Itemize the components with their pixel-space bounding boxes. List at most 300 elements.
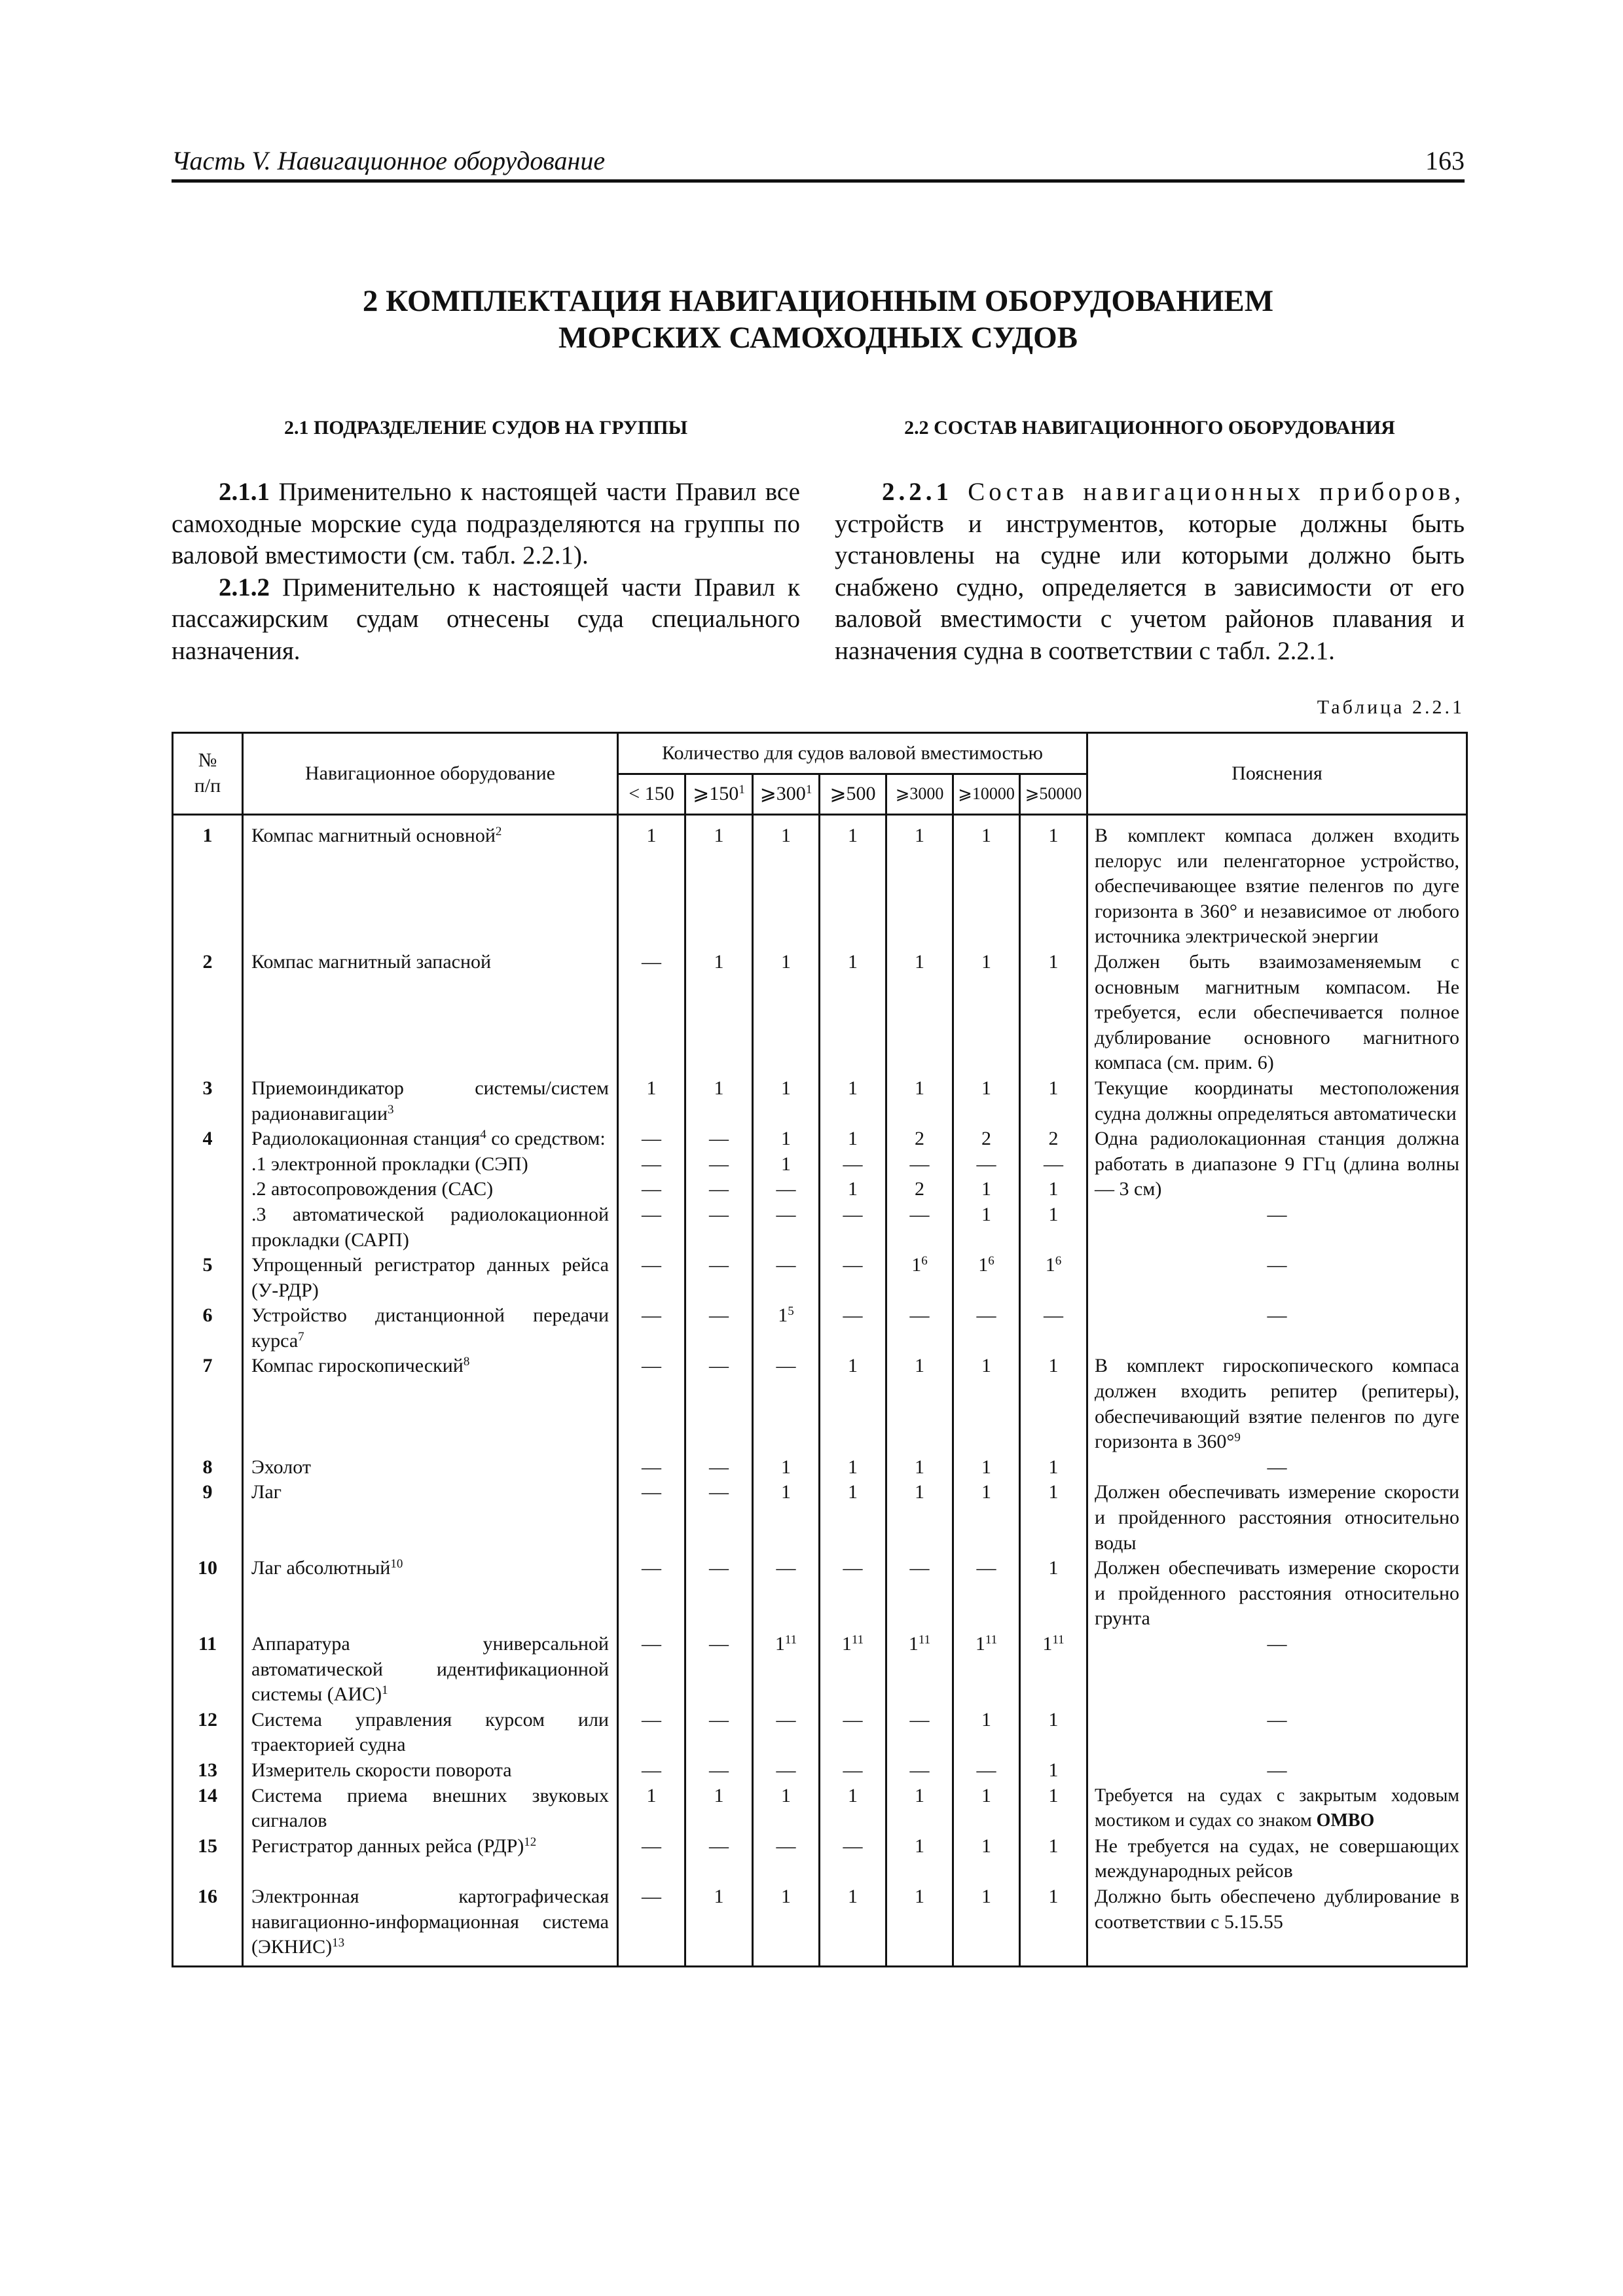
quantity-value: —	[642, 1304, 661, 1327]
quantity-cell	[753, 1784, 820, 1834]
quantity-value: 1	[848, 1128, 858, 1150]
quantity-value: 1	[848, 1355, 858, 1377]
running-header	[172, 145, 1465, 183]
quantity-value: —	[776, 1557, 796, 1579]
note-cell: Должен быть взаимозаменяемым с основным магнитным компасом. Не требуется, если обеспечивается полное дублирование основного магнитного компаса (см. прим. 6)	[1087, 950, 1467, 1076]
quantity-value: —	[909, 1304, 930, 1327]
quantity-cell	[953, 1076, 1020, 1126]
quantity-value: —	[909, 1708, 930, 1731]
header-gt-50000: ⩾50000	[1020, 774, 1087, 815]
quantity-value: 1	[781, 1077, 791, 1099]
quantity-value: —	[709, 1557, 729, 1579]
quantity-value: —	[1044, 1304, 1063, 1327]
row-number: 3	[173, 1076, 243, 1126]
equipment-subitem: .3 автоматической радиолокационной прокладки (САРП)	[251, 1203, 609, 1251]
quantity-cell	[953, 1556, 1020, 1632]
quantity-cell	[753, 1884, 820, 1966]
row-number: 6	[173, 1303, 243, 1354]
quantity-value: —	[709, 1203, 729, 1225]
quantity-value: —	[709, 1254, 729, 1276]
quantity-cell	[685, 1354, 753, 1454]
quantity-cell	[618, 1884, 685, 1966]
quantity-cell	[820, 1834, 886, 1884]
quantity-value: 1	[1048, 1481, 1059, 1503]
quantity-value: 1	[848, 825, 858, 846]
equipment-name: Измеритель скорости поворота	[243, 1758, 618, 1784]
quantity-value: —	[642, 1759, 661, 1781]
quantity-cell	[753, 1480, 820, 1556]
quantity-value: —	[642, 1481, 661, 1503]
note-text: —	[1267, 1203, 1287, 1225]
quantity-value: 1	[1048, 1759, 1059, 1781]
page-number: 163	[1425, 146, 1465, 175]
quantity-value: —	[642, 1456, 661, 1478]
quantity-value: 1	[915, 825, 924, 846]
quantity-value: —	[709, 1128, 729, 1150]
quantity-value: —	[642, 1153, 661, 1175]
row-number: 15	[173, 1834, 243, 1884]
equipment-name: Регистратор данных рейса (РДР)$^{12}$	[243, 1834, 618, 1884]
quantity-cell	[1020, 1354, 1087, 1454]
quantity-cell	[685, 1126, 753, 1253]
header-gt-150: $⩾150^1$	[685, 774, 753, 815]
equipment-name: Компас гироскопический$^8$	[243, 1354, 618, 1454]
chapter-title-line-2: МОРСКИХ САМОХОДНЫХ СУДОВ	[558, 321, 1078, 355]
quantity-value: —	[642, 1355, 661, 1377]
note-cell: В комплект гироскопического компаса должен входить репитер (репитеры), обеспечивающий взятие пеленгов по дуге горизонта в 360°$^9$	[1087, 1354, 1467, 1454]
quantity-value: 1	[781, 1153, 791, 1175]
quantity-cell	[618, 1632, 685, 1708]
footnote-ref: 12	[524, 1835, 537, 1849]
table-row	[173, 1126, 1467, 1253]
quantity-value: —	[776, 1178, 796, 1200]
quantity-value: 1	[1048, 1077, 1059, 1099]
quantity-cell	[1020, 1632, 1087, 1708]
table-row	[173, 1455, 1467, 1480]
section-2-1-body	[172, 476, 800, 667]
quantity-cell	[820, 1076, 886, 1126]
quantity-cell	[886, 1784, 953, 1834]
quantity-value: —	[709, 1304, 729, 1327]
note-cell: —	[1087, 1303, 1467, 1354]
section-2-2-heading: 2.2 СОСТАВ НАВИГАЦИОННОГО ОБОРУДОВАНИЯ	[904, 417, 1395, 439]
mark-ombo: ОМВО	[1316, 1810, 1375, 1831]
quantity-value: 1	[646, 825, 657, 846]
quantity-value: —	[642, 1835, 661, 1857]
quantity-cell	[953, 1354, 1020, 1454]
table-body	[173, 815, 1467, 1967]
quantity-value: 1	[1048, 1355, 1059, 1377]
equipment-name	[243, 1126, 618, 1253]
note-cell: В комплект компаса должен входить пелорус или пеленгаторное устройство, обеспечивающее взятие пеленгов по дуге горизонта в 360° и независимое от любого источника электрической энергии	[1087, 815, 1467, 950]
table-row	[173, 1884, 1467, 1966]
quantity-value: 1	[646, 1784, 657, 1806]
quantity-value: —	[843, 1304, 863, 1327]
row-number: 7	[173, 1354, 243, 1454]
note-cell: —	[1087, 1455, 1467, 1480]
quantity-value: 1	[714, 1885, 724, 1907]
header-equipment: Навигационное оборудование	[243, 733, 618, 815]
quantity-cell	[886, 1126, 953, 1253]
quantity-value: 1	[915, 1456, 924, 1478]
quantity-cell	[1020, 1758, 1087, 1784]
quantity-cell	[953, 1884, 1020, 1966]
footnote-ref: 4	[480, 1128, 486, 1142]
quantity-cell	[618, 1126, 685, 1253]
quantity-cell	[685, 1253, 753, 1303]
quantity-cell	[953, 1303, 1020, 1354]
quantity-value: 1	[981, 1481, 991, 1503]
equipment-name-main: Радиолокационная станция$^4$ со средством:	[251, 1128, 606, 1150]
header-gt-10000: ⩾10000	[953, 774, 1020, 815]
equipment-name: Упрощенный регистратор данных рейса (У-РДР)	[243, 1253, 618, 1303]
quantity-value: —	[909, 1557, 930, 1579]
quantity-value: —	[976, 1153, 996, 1175]
quantity-value: $1^6$	[978, 1254, 994, 1276]
paragraph-number: 2.1.2	[219, 573, 270, 601]
quantity-cell	[820, 1455, 886, 1480]
quantity-cell	[1020, 1303, 1087, 1354]
quantity-value: 1	[781, 825, 791, 846]
equipment-name: Лаг	[243, 1480, 618, 1556]
quantity-cell	[753, 1076, 820, 1126]
quantity-cell	[886, 950, 953, 1076]
paragraph-number: 2.2.1	[882, 478, 953, 506]
quantity-value: 1	[646, 1077, 657, 1099]
quantity-value: 1	[781, 950, 791, 973]
quantity-cell	[1020, 1253, 1087, 1303]
running-title: Часть V. Навигационное оборудование	[172, 146, 606, 175]
quantity-value: 1	[1048, 1456, 1059, 1478]
footnote-ref: 8	[463, 1355, 470, 1369]
quantity-cell	[1020, 1784, 1087, 1834]
quantity-value: —	[709, 1456, 729, 1478]
quantity-value: 1	[915, 950, 924, 973]
quantity-value: 1	[915, 1784, 924, 1806]
quantity-value: —	[709, 1835, 729, 1857]
quantity-cell	[685, 1708, 753, 1758]
quantity-cell	[886, 1884, 953, 1966]
quantity-value: —	[642, 1203, 661, 1225]
quantity-cell	[753, 1834, 820, 1884]
quantity-cell	[618, 815, 685, 950]
quantity-value: 2	[1048, 1128, 1059, 1150]
quantity-cell	[685, 1076, 753, 1126]
table-caption: Таблица 2.2.1	[1317, 696, 1465, 718]
quantity-value: 1	[781, 1456, 791, 1478]
quantity-value: 1	[981, 1835, 991, 1857]
quantity-cell	[685, 1556, 753, 1632]
quantity-value: —	[709, 1153, 729, 1175]
quantity-cell	[1020, 950, 1087, 1076]
quantity-value: 1	[714, 825, 724, 846]
quantity-value: —	[843, 1254, 863, 1276]
quantity-cell	[886, 1834, 953, 1884]
quantity-cell	[1020, 1708, 1087, 1758]
quantity-value: 1	[915, 1481, 924, 1503]
quantity-cell	[1020, 1834, 1087, 1884]
note-cell: —	[1087, 1758, 1467, 1784]
footnote-ref: 5	[788, 1304, 794, 1319]
quantity-value: 1	[781, 1885, 791, 1907]
equipment-name: Компас магнитный запасной	[243, 950, 618, 1076]
quantity-cell	[820, 1354, 886, 1454]
row-number: 8	[173, 1455, 243, 1480]
quantity-cell	[953, 1455, 1020, 1480]
quantity-cell	[753, 1126, 820, 1253]
quantity-value: —	[843, 1708, 863, 1731]
quantity-cell	[953, 815, 1020, 950]
header-notes: Пояснения	[1087, 733, 1467, 815]
quantity-value: 1	[848, 1456, 858, 1478]
quantity-cell	[953, 1632, 1020, 1708]
quantity-cell	[886, 1708, 953, 1758]
note-cell: —	[1087, 1708, 1467, 1758]
quantity-value: 1	[848, 1077, 858, 1099]
quantity-value: 1	[915, 1355, 924, 1377]
paragraph-text: Применительно к настоящей части Правил все самоходные морские суда подразделяются на группы по валовой вместимости (см. табл. 2.2.1).	[172, 478, 800, 569]
equipment-name: Эхолот	[243, 1455, 618, 1480]
quantity-cell	[618, 1758, 685, 1784]
footnote-ref: 1	[382, 1683, 388, 1698]
quantity-value: —	[976, 1557, 996, 1579]
table-row	[173, 1076, 1467, 1126]
section-2-1-heading: 2.1 ПОДРАЗДЕЛЕНИЕ СУДОВ НА ГРУППЫ	[283, 417, 688, 439]
quantity-cell	[953, 1784, 1020, 1834]
quantity-cell	[886, 1758, 953, 1784]
quantity-value: 1	[714, 1077, 724, 1099]
row-number: 11	[173, 1632, 243, 1708]
footnote-ref: 2	[495, 825, 502, 838]
quantity-cell	[685, 1455, 753, 1480]
quantity-cell	[820, 1253, 886, 1303]
quantity-value: 1	[781, 1128, 791, 1150]
quantity-cell	[618, 1076, 685, 1126]
row-number: 9	[173, 1480, 243, 1556]
note-cell: Не требуется на судах, не совершающих международных рейсов	[1087, 1834, 1467, 1884]
quantity-value: —	[776, 1254, 796, 1276]
quantity-cell	[1020, 1884, 1087, 1966]
quantity-value: 1	[981, 825, 991, 846]
quantity-cell	[753, 1455, 820, 1480]
quantity-cell	[1020, 1076, 1087, 1126]
quantity-cell	[820, 1884, 886, 1966]
quantity-cell	[618, 1784, 685, 1834]
quantity-value: —	[776, 1355, 796, 1377]
quantity-cell	[1020, 1126, 1087, 1253]
header-gt-300: $⩾300^1$	[753, 774, 820, 815]
header-gt-lt-150: < 150	[618, 774, 685, 815]
quantity-value: —	[709, 1759, 729, 1781]
quantity-value: —	[976, 1759, 996, 1781]
quantity-cell	[953, 1758, 1020, 1784]
quantity-cell	[820, 1708, 886, 1758]
quantity-value: —	[709, 1633, 729, 1655]
footnote-ref: 11	[851, 1633, 864, 1647]
quantity-cell	[820, 1480, 886, 1556]
quantity-value: 1	[981, 1885, 991, 1907]
quantity-value: 1	[1048, 1178, 1059, 1200]
table-row	[173, 1784, 1467, 1834]
quantity-cell	[953, 1708, 1020, 1758]
row-number: 2	[173, 950, 243, 1076]
row-number: 13	[173, 1758, 243, 1784]
paragraph-text: устройств и инструментов, которые должны быть установлены на судне или которыми должно быть снабжено судно, определяется в зависимости от его валовой вместимости с учетом районов плавания и назначения судна в соответствии с табл. 2.2.1.	[835, 509, 1465, 665]
note-cell: Должен обеспечивать измерение скорости и пройденного расстояния относительно воды	[1087, 1480, 1467, 1556]
quantity-value: —	[1044, 1153, 1063, 1175]
quantity-value: 1	[981, 1456, 991, 1478]
quantity-value: 1	[848, 950, 858, 973]
quantity-cell	[820, 1784, 886, 1834]
quantity-value: —	[642, 1885, 661, 1907]
quantity-value: 1	[781, 1481, 791, 1503]
equipment-name: Система приема внешних звуковых сигналов	[243, 1784, 618, 1834]
quantity-value: —	[843, 1759, 863, 1781]
quantity-value: —	[909, 1759, 930, 1781]
footnote-ref: 6	[988, 1254, 994, 1268]
row-number: 16	[173, 1884, 243, 1966]
quantity-cell	[685, 1480, 753, 1556]
quantity-value: 1	[714, 1784, 724, 1806]
quantity-cell	[953, 1834, 1020, 1884]
footnote-ref: 3	[388, 1102, 394, 1117]
quantity-value: —	[976, 1304, 996, 1327]
equipment-name: Электронная картографическая навигационно-информационная система (ЭКНИС)$^{13}$	[243, 1884, 618, 1966]
quantity-cell	[618, 1253, 685, 1303]
quantity-value: 1	[1048, 1203, 1059, 1225]
row-number: 1	[173, 815, 243, 950]
table-row	[173, 1556, 1467, 1632]
note-cell	[1087, 1126, 1467, 1253]
table-row	[173, 1834, 1467, 1884]
equipment-subitem: .1 электронной прокладки (СЭП)	[251, 1153, 528, 1175]
quantity-cell	[886, 1556, 953, 1632]
quantity-cell	[953, 1126, 1020, 1253]
quantity-value: 1	[981, 1077, 991, 1099]
chapter-title	[172, 283, 1465, 356]
quantity-cell	[820, 815, 886, 950]
quantity-value: 1	[1048, 1708, 1059, 1731]
quantity-value: —	[843, 1557, 863, 1579]
footnote-ref: 11	[918, 1633, 931, 1647]
quantity-cell	[618, 1354, 685, 1454]
quantity-cell	[886, 815, 953, 950]
quantity-value: —	[642, 1128, 661, 1150]
quantity-value: —	[709, 1481, 729, 1503]
quantity-cell	[753, 1758, 820, 1784]
quantity-cell	[618, 1303, 685, 1354]
footnote-ref: 11	[985, 1633, 998, 1647]
header-quantity: Количество для судов валовой вместимостью	[618, 733, 1087, 774]
quantity-cell	[685, 1632, 753, 1708]
quantity-cell	[618, 1455, 685, 1480]
paragraph-lead: Состав навигационных приборов,	[953, 478, 1465, 506]
quantity-value: —	[776, 1835, 796, 1857]
section-2-2-body	[835, 476, 1465, 667]
footnote-ref: 7	[298, 1329, 304, 1344]
quantity-cell	[618, 1556, 685, 1632]
quantity-cell	[886, 1303, 953, 1354]
quantity-value: 1	[1048, 1784, 1059, 1806]
quantity-cell	[685, 815, 753, 950]
quantity-value: —	[709, 1355, 729, 1377]
table-row	[173, 1632, 1467, 1708]
quantity-value: $1^{11}$	[908, 1633, 931, 1655]
quantity-cell	[618, 1708, 685, 1758]
equipment-name: Приемоиндикатор системы/систем радионавигации$^3$	[243, 1076, 618, 1126]
quantity-cell	[886, 1076, 953, 1126]
table-row	[173, 815, 1467, 950]
quantity-value: —	[776, 1759, 796, 1781]
quantity-cell	[886, 1632, 953, 1708]
quantity-value: 1	[714, 950, 724, 973]
quantity-value: 1	[1048, 825, 1059, 846]
footnote-ref: 11	[1052, 1633, 1065, 1647]
quantity-cell	[753, 950, 820, 1076]
row-number: 4	[173, 1126, 243, 1253]
quantity-value: —	[642, 1708, 661, 1731]
footnote-ref: 6	[1055, 1254, 1062, 1268]
quantity-cell	[753, 815, 820, 950]
note-cell: Должно быть обеспечено дублирование в соответствии с 5.15.55	[1087, 1884, 1467, 1966]
quantity-value: —	[642, 1254, 661, 1276]
quantity-cell	[685, 1303, 753, 1354]
paragraph-text: Применительно к настоящей части Правил к пассажирским судам отнесены суда специального назначения.	[172, 573, 800, 665]
quantity-value: 1	[1048, 950, 1059, 973]
table-row	[173, 1708, 1467, 1758]
quantity-cell	[953, 950, 1020, 1076]
footnote-ref: 9	[1234, 1431, 1241, 1445]
row-number: 10	[173, 1556, 243, 1632]
quantity-cell	[1020, 1455, 1087, 1480]
quantity-value: 2	[915, 1128, 924, 1150]
quantity-cell	[1020, 815, 1087, 950]
equipment-subitem: .2 автосопровождения (САС)	[251, 1178, 494, 1200]
quantity-value: $1^6$	[1045, 1254, 1062, 1276]
header-number: № п/п	[173, 733, 243, 815]
paragraph-number: 2.1.1	[219, 478, 270, 506]
header-gt-500: ⩾500	[820, 774, 886, 815]
quantity-value: 1	[981, 1355, 991, 1377]
quantity-value: —	[642, 1633, 661, 1655]
quantity-cell	[820, 1556, 886, 1632]
quantity-value: 1	[781, 1784, 791, 1806]
quantity-value: 1	[915, 1077, 924, 1099]
quantity-value: —	[642, 1557, 661, 1579]
quantity-value: 1	[981, 1203, 991, 1225]
quantity-cell	[753, 1556, 820, 1632]
table-row	[173, 950, 1467, 1076]
quantity-cell	[685, 950, 753, 1076]
table-row	[173, 1303, 1467, 1354]
paragraph-2-1-2	[172, 572, 800, 668]
quantity-cell	[820, 1126, 886, 1253]
quantity-value: 1	[1048, 1835, 1059, 1857]
quantity-cell	[1020, 1556, 1087, 1632]
quantity-value: $1^{11}$	[841, 1633, 864, 1655]
note-text: Одна радиолокационная станция должна работать в диапазоне 9 ГГц (длина волны — 3 см)	[1095, 1128, 1460, 1200]
table-row	[173, 1354, 1467, 1454]
quantity-cell	[820, 1303, 886, 1354]
quantity-value: —	[776, 1203, 796, 1225]
note-cell: —	[1087, 1253, 1467, 1303]
quantity-value: —	[843, 1835, 863, 1857]
paragraph-2-1-1	[172, 476, 800, 572]
quantity-cell	[886, 1354, 953, 1454]
quantity-cell	[618, 1834, 685, 1884]
quantity-cell	[820, 1632, 886, 1708]
paragraph-2-2-1	[835, 476, 1465, 667]
